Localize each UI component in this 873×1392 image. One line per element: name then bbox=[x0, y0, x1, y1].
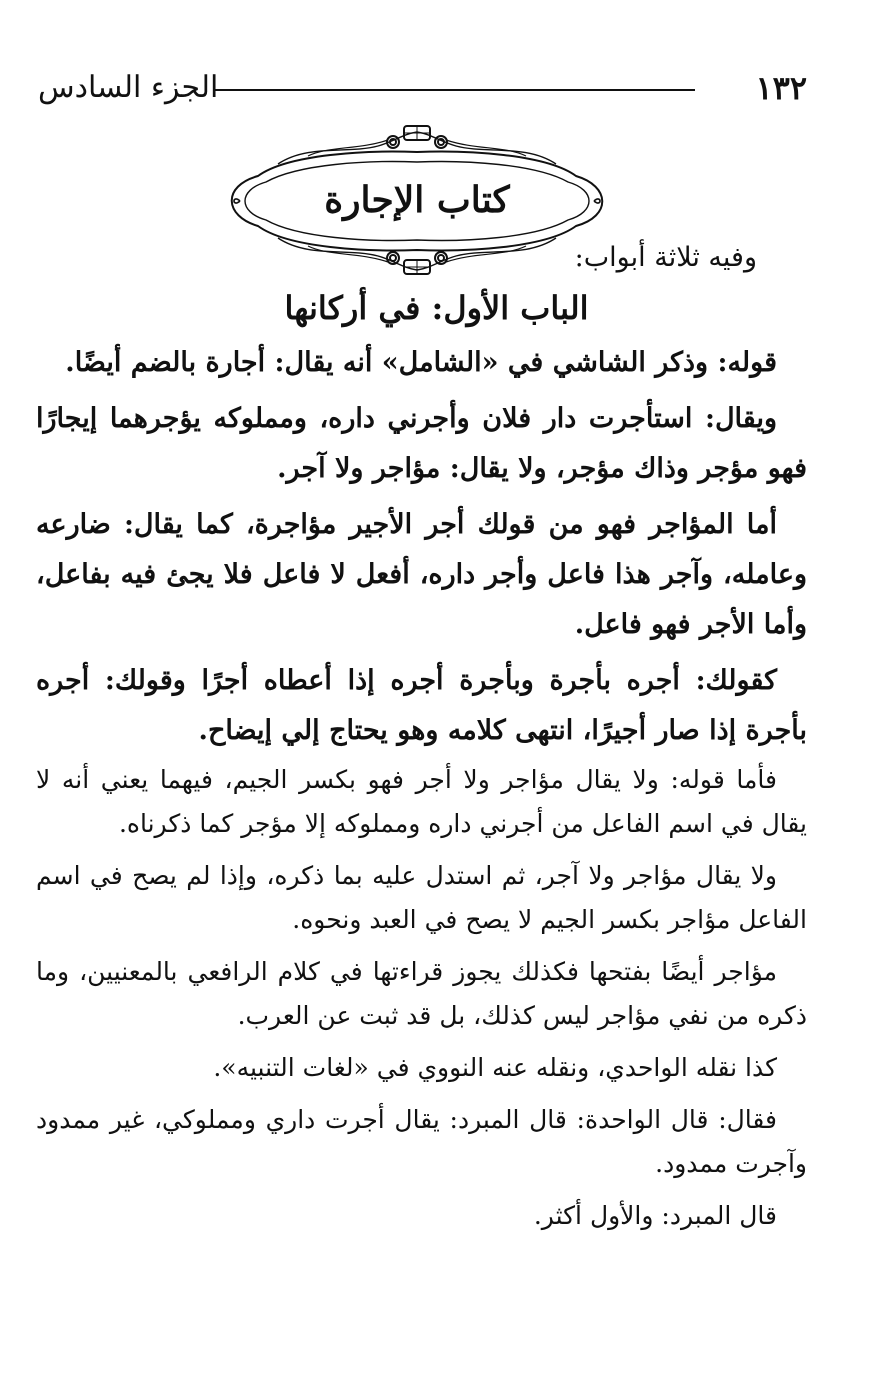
paragraph: فقال: قال الواحدة: قال المبرد: يقال أجرت داري ومملوكي، غير ممدود وآجرت ممدود. bbox=[36, 1105, 807, 1178]
chapter-heading: الباب الأول: في أركانها bbox=[284, 289, 589, 327]
paragraph: أما المؤاجر فهو من قولك أجر الأجير مؤاجرة، كما يقال: ضارعه وعامله، وآجر هذا فاعل وأجر داره، أفعل لا فاعل فلا يجئ فيه بفاعل، وأما الأجر فهو فاعل. bbox=[36, 509, 807, 640]
paragraph: مؤاجر أيضًا بفتحها فكذلك يجوز قراءتها في كلام الرافعي بالمعنيين، وما ذكره من نفي مؤاجر ليس كذلك، بل قد ثبت عن العرب. bbox=[36, 957, 807, 1030]
page-number: ١٣٢ bbox=[755, 69, 807, 107]
book-title: كتاب الإجارة bbox=[324, 179, 510, 221]
paragraph: فأما قوله: ولا يقال مؤاجر ولا أجر فهو بكسر الجيم، فيهما يعني أنه لا يقال في اسم الفاعل من أجرني داره ومملوكه إلا مؤجر كما ذكرناه. bbox=[36, 765, 807, 838]
body-text bbox=[36, 338, 807, 1246]
running-title: الجزء السادس bbox=[38, 70, 219, 105]
paragraph: قوله: وذكر الشاشي في «الشامل» أنه يقال: أجارة بالضم أيضًا. bbox=[65, 347, 777, 378]
page-header bbox=[38, 66, 807, 110]
paragraph: ولا يقال مؤاجر ولا آجر، ثم استدل عليه بما ذكره، وإذا لم يصح في اسم الفاعل مؤاجر بكسر الجيم لا يصح في العبد ونحوه. bbox=[36, 861, 807, 934]
intro-line: وفيه ثلاثة أبواب: bbox=[574, 242, 757, 273]
paragraph: كقولك: أجره بأجرة وبأجرة أجره إذا أعطاه أجرًا وقولك: أجره بأجرة إذا صار أجيرًا، انتهى كلامه وهو يحتاج إلي إيضاح. bbox=[36, 665, 807, 746]
title-ornament-frame bbox=[218, 124, 616, 276]
paragraph: كذا نقله الواحدي، ونقله عنه النووي في «لغات التنبيه». bbox=[213, 1053, 777, 1082]
header-rule bbox=[214, 89, 695, 91]
paragraph: ويقال: استأجرت دار فلان وأجرني داره، ومملوكه يؤجرهما إيجارًا فهو مؤجر وذاك مؤجر، ولا يقال: مؤاجر ولا آجر. bbox=[36, 403, 807, 484]
paragraph: قال المبرد: والأول أكثر. bbox=[533, 1201, 777, 1230]
